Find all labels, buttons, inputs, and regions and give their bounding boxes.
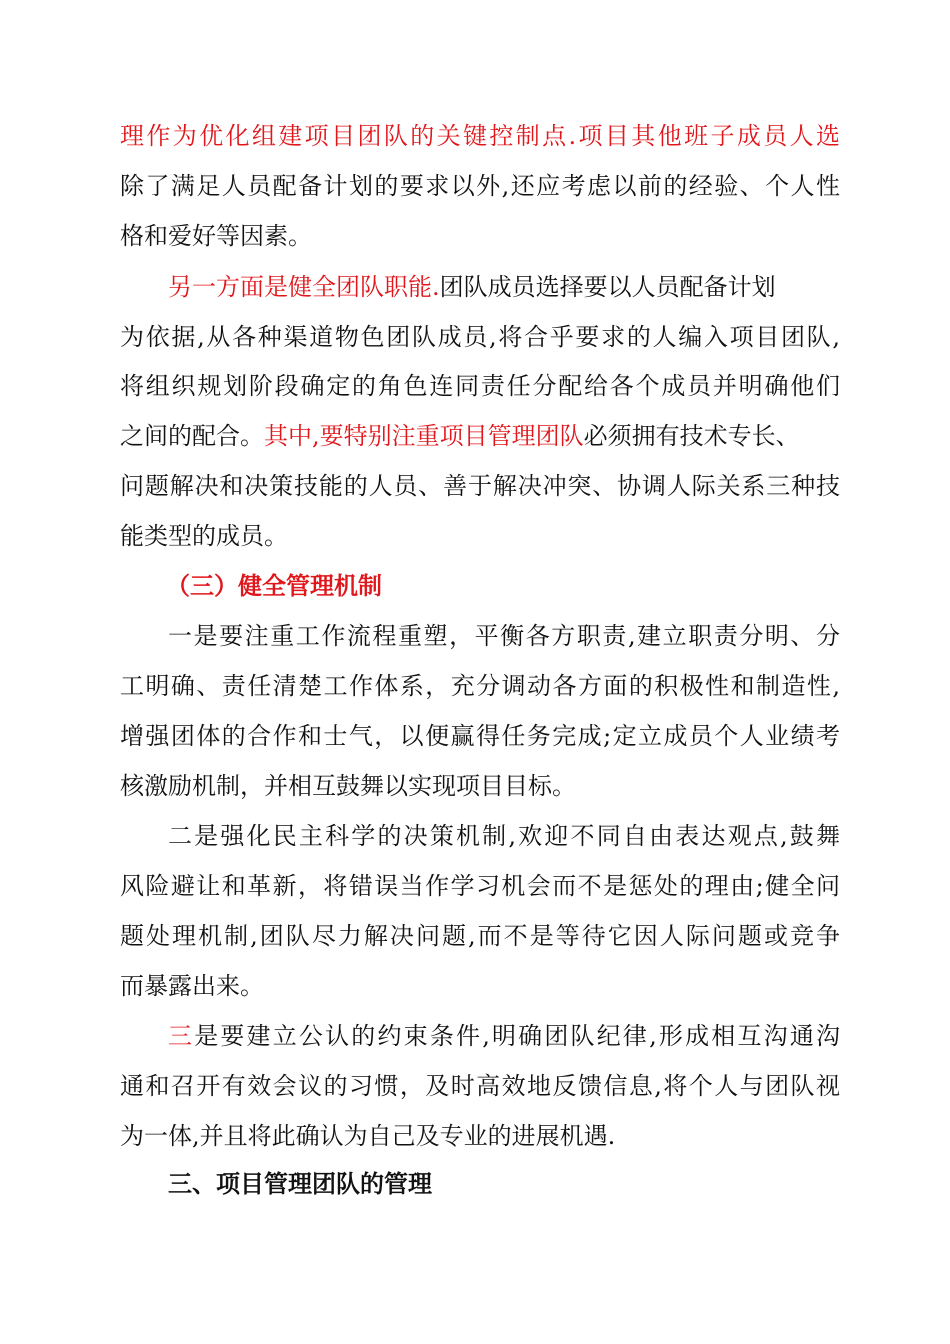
paragraph-1-line-3: 格和爱好等因素。 <box>120 222 312 250</box>
paragraph-3-line-2: 工明确、责任清楚工作体系，充分调动各方面的积极性和制造性, <box>120 672 840 700</box>
paragraph-3-line-3: 增强团体的合作和士气，以便赢得任务完成;定立成员个人业绩考 <box>120 722 840 750</box>
paragraph-5-highlight: 三 <box>168 1022 195 1050</box>
paragraph-2-line-1-text: 团队成员选择要以人员配备计划 <box>439 273 776 301</box>
paragraph-2-line-4-pre: 之间的配合。 <box>120 422 264 450</box>
paragraph-2-highlight: 另一方面是健全团队职能. <box>168 273 440 301</box>
paragraph-1-line-1: 理作为优化组建项目团队的关键控制点.项目其他班子成员人选 <box>120 122 840 150</box>
paragraph-2-line-4-rest: 必须拥有技术专长、 <box>583 422 800 450</box>
paragraph-1-line-2: 除了满足人员配备计划的要求以外,还应考虑以前的经验、个人性 <box>120 172 840 200</box>
paragraph-3-line-1: 一是要注重工作流程重塑，平衡各方职责,建立职责分明、分 <box>168 622 840 650</box>
paragraph-5-line-1 <box>168 1016 840 1056</box>
paragraph-5-line-3: 为一体,并且将此确认为自己及专业的进展机遇. <box>120 1122 616 1150</box>
paragraph-4-line-2: 风险避让和革新，将错误当作学习机会而不是惩处的理由;健全问 <box>120 872 840 900</box>
paragraph-3-line-4: 核激励机制，并相互鼓舞以实现项目目标。 <box>120 772 576 800</box>
paragraph-4-line-4: 而暴露出来。 <box>120 972 264 1000</box>
paragraph-2-line-3: 将组织规划阶段确定的角色连同责任分配给各个成员并明确他们 <box>120 372 840 400</box>
paragraph-4-line-3: 题处理机制,团队尽力解决问题,而不是等待它因人际问题或竞争 <box>120 922 840 950</box>
paragraph-2-line-6: 能类型的成员。 <box>120 522 288 550</box>
paragraph-5-line-1-text: 是要建立公认的约束条件,明确团队纪律,形成相互沟通沟 <box>194 1022 840 1050</box>
paragraph-2-line-4-highlight: 其中,要特别注重项目管理团队 <box>264 422 584 450</box>
subheading-3: （三）健全管理机制 <box>166 572 382 600</box>
paragraph-5-line-2: 通和召开有效会议的习惯，及时高效地反馈信息,将个人与团队视 <box>120 1072 840 1100</box>
paragraph-2-line-4 <box>120 416 840 456</box>
section-heading: 三、项目管理团队的管理 <box>168 1170 432 1198</box>
paragraph-2-line-5: 问题解决和决策技能的人员、善于解决冲突、协调人际关系三种技 <box>120 472 840 500</box>
paragraph-4-line-1: 二是强化民主科学的决策机制,欢迎不同自由表达观点,鼓舞 <box>168 822 840 850</box>
paragraph-2-line-1 <box>168 267 840 307</box>
paragraph-2-line-2: 为依据,从各种渠道物色团队成员,将合乎要求的人编入项目团队, <box>120 323 840 351</box>
